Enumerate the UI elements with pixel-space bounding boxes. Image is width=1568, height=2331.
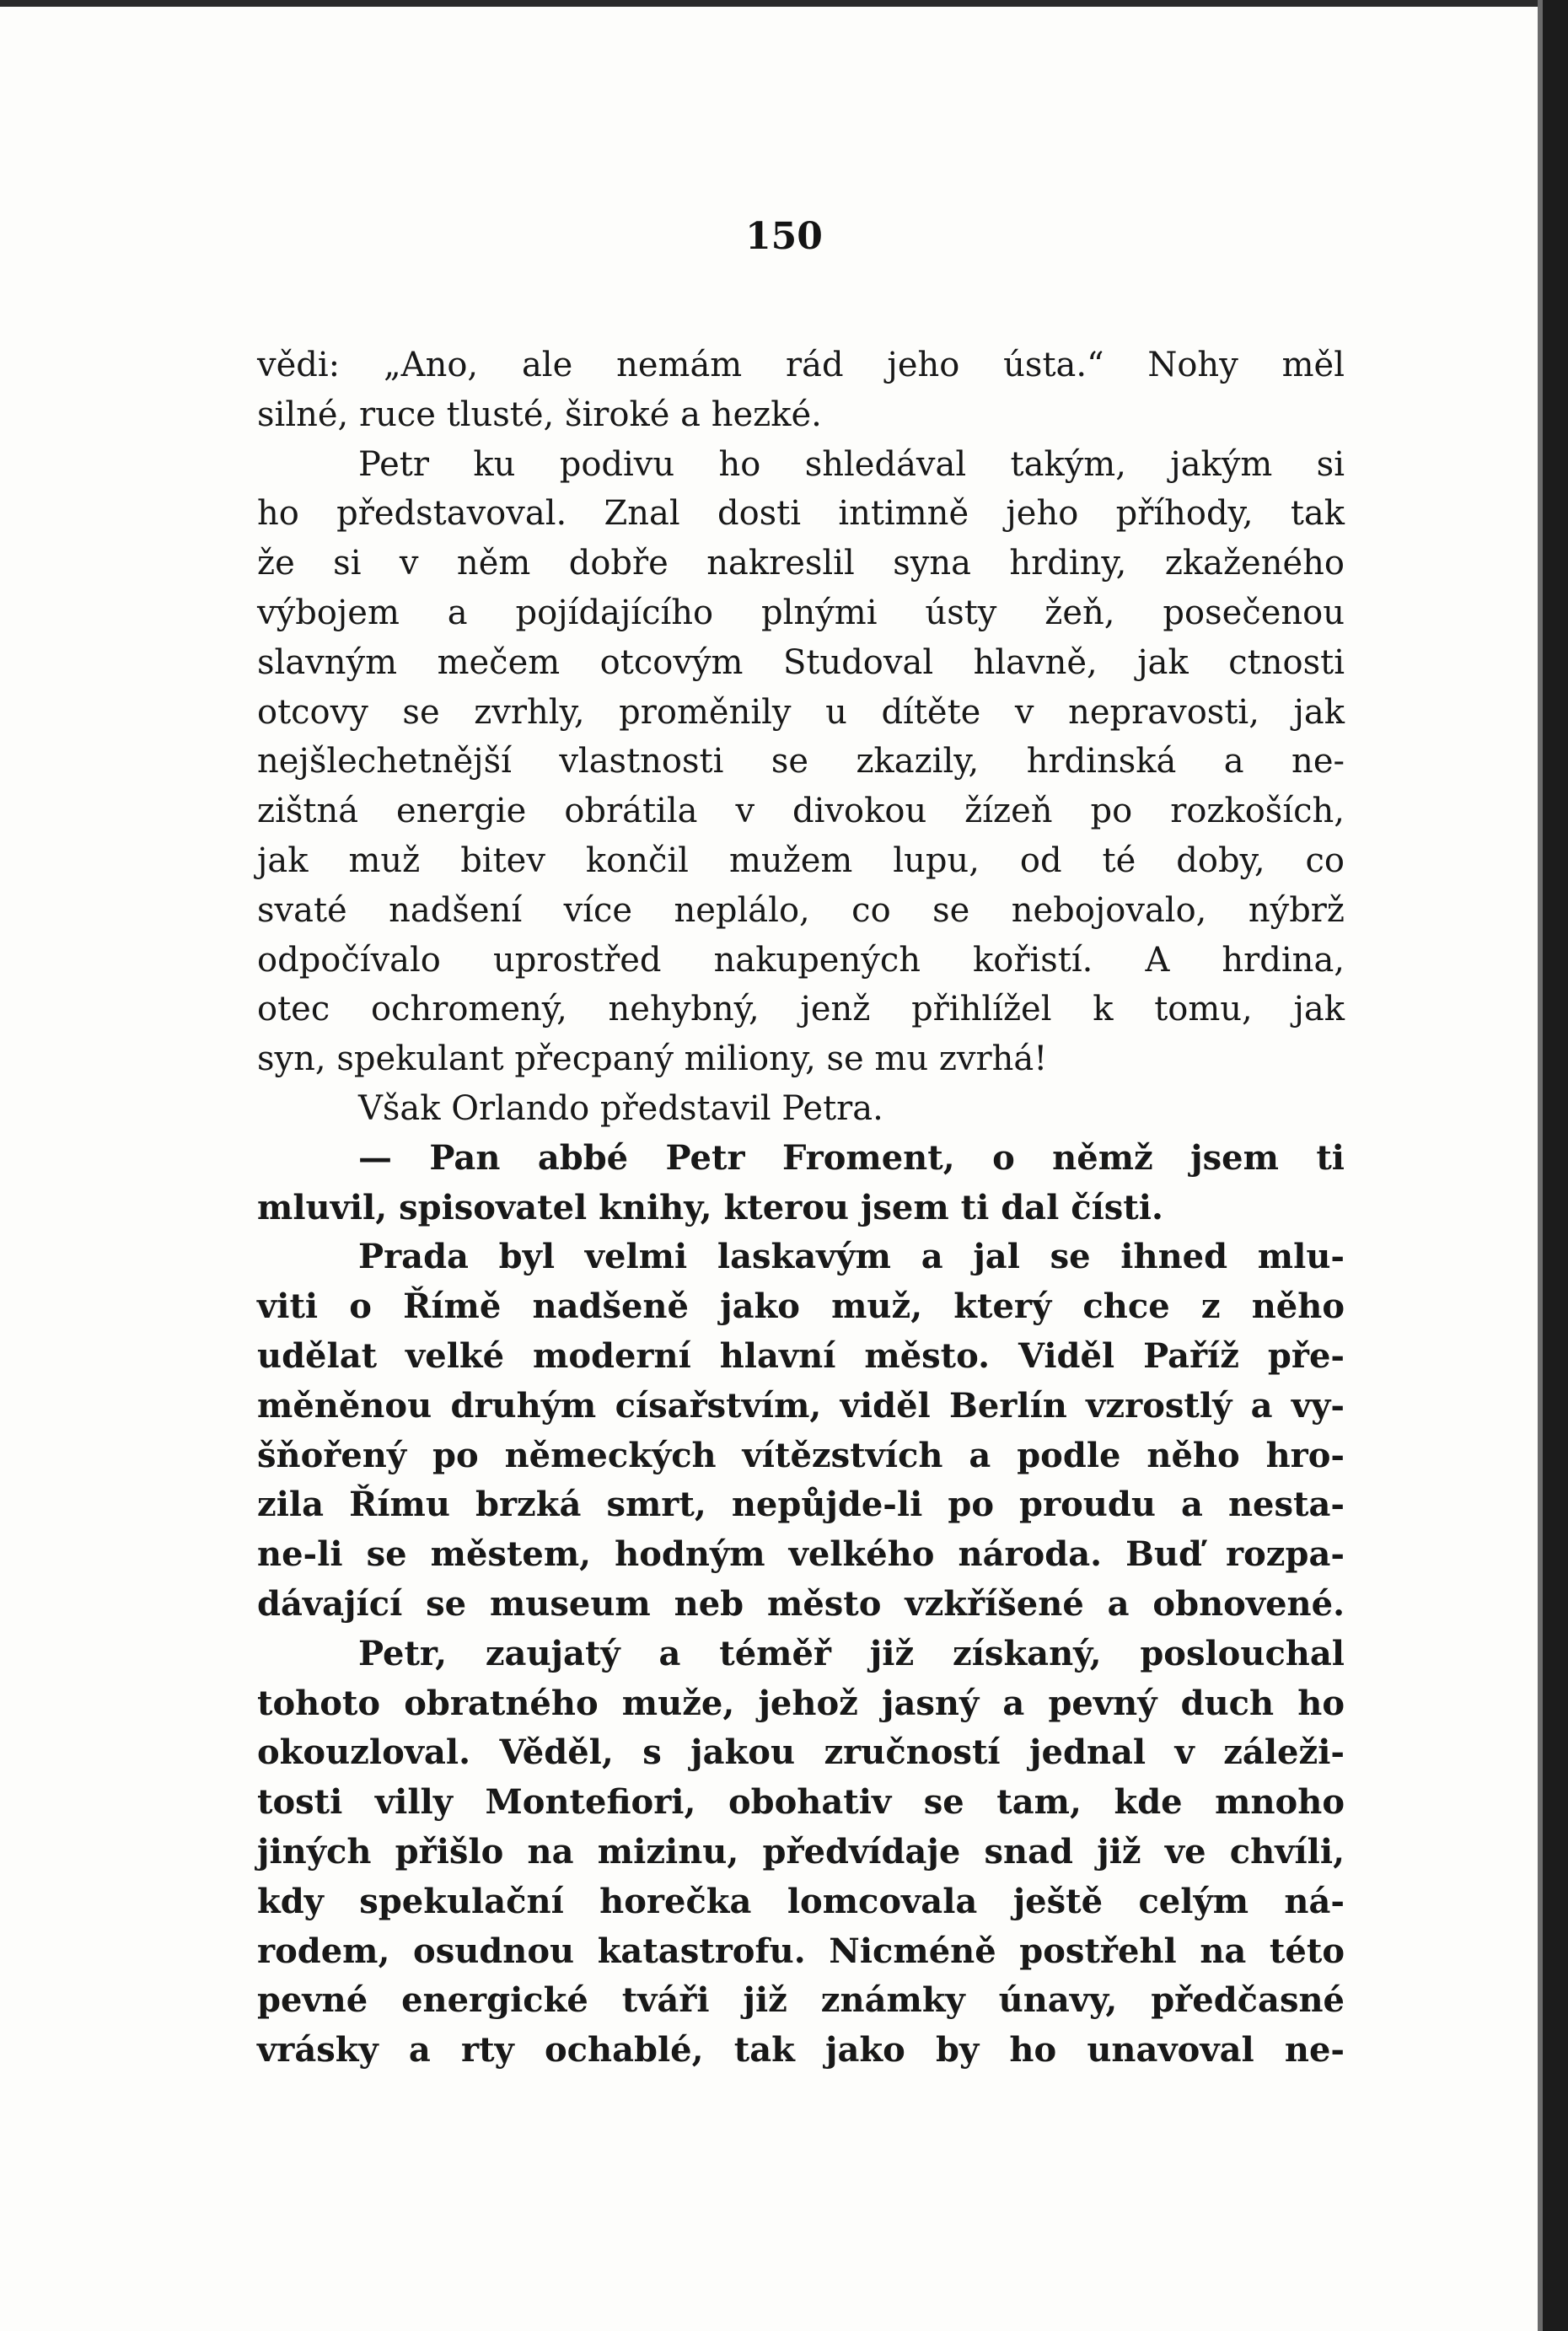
- text-line: viti o Římě nadšeně jako muž, který chce z něho: [257, 1286, 1345, 1327]
- text-line: mluvil, spisovatel knihy, kterou jsem ti dal čísti.: [257, 1187, 1163, 1227]
- text-line: šňořený po německých vítězstvích a podle něho hro-: [257, 1435, 1345, 1475]
- text-line: Prada byl velmi laskavým a jal se ihned mlu-: [358, 1237, 1345, 1277]
- text-line: udělat velké moderní hlavní město. Viděl Paříž pře-: [257, 1335, 1345, 1376]
- text-line: Petr ku podivu ho shledával takým, jakým si: [358, 444, 1345, 484]
- text-line: zištná energie obrátila v divokou žízeň po rozkoších,: [257, 792, 1345, 831]
- text-line: nejšlechetnější vlastnosti se zkazily, hrdinská a ne-: [257, 742, 1345, 781]
- text-line: svaté nadšení více neplálo, co se nebojovalo, nýbrž: [257, 890, 1345, 930]
- text-line: ne-li se městem, hodným velkého národa. Buď rozpa-: [257, 1534, 1345, 1575]
- text-line: silné, ruce tlusté, široké a hezké.: [257, 395, 822, 434]
- text-line: zila Římu brzká smrt, nepůjde-li po proudu a nesta-: [257, 1485, 1345, 1525]
- text-line: otcovy se zvrhly, proměnily u dítěte v nepravosti, jak: [257, 692, 1345, 732]
- text-line: jak muž bitev končil mužem lupu, od té doby, co: [257, 841, 1345, 880]
- text-line: slavným mečem otcovým Studoval hlavně, jak ctnosti: [257, 642, 1345, 682]
- text-line: jiných přišlo na mizinu, předvídaje snad již ve chvíli,: [257, 1831, 1345, 1872]
- page-number: 150: [745, 215, 823, 258]
- text-line: syn, spekulant přecpaný miliony, se mu zvrhá!: [257, 1039, 1048, 1079]
- text-line: ho představoval. Znal dosti intimně jeho příhody, tak: [257, 494, 1345, 534]
- text-line: Petr, zaujatý a téměř již získaný, poslouchal: [358, 1633, 1345, 1673]
- text-line: okouzloval. Věděl, s jakou zručností jednal v záleži-: [257, 1732, 1345, 1773]
- text-line: tosti villy Montefiori, obohativ se tam, kde mnoho: [257, 1782, 1345, 1823]
- scan-top-edge: [0, 0, 1568, 7]
- text-line: kdy spekulační horečka lomcovala ještě celým ná-: [257, 1881, 1345, 1921]
- text-line: výbojem a pojídajícího plnými ústy žeň, posečenou: [257, 593, 1345, 632]
- scan-right-edge: [1543, 0, 1568, 2331]
- text-line: vědi: „Ano, ale nemám rád jeho ústa.“ Nohy měl: [257, 346, 1345, 384]
- text-line: dávající se museum neb město vzkříšené a obnovené.: [257, 1583, 1345, 1624]
- text-line: otec ochromený, nehybný, jenž přihlížel k tomu, jak: [257, 990, 1345, 1029]
- text-line: že si v něm dobře nakreslil syna hrdiny, zkaženého: [257, 544, 1345, 583]
- text-line: tohoto obratného muže, jehož jasný a pevný duch ho: [257, 1683, 1345, 1723]
- text-line: pevné energické tváři již známky únavy, předčasné: [257, 1980, 1345, 2021]
- text-line: — Pan abbé Petr Froment, o němž jsem ti: [358, 1137, 1345, 1178]
- text-line: rodem, osudnou katastrofu. Nicméně postřehl na této: [257, 1931, 1345, 1971]
- text-line: Však Orlando představil Petra.: [358, 1088, 883, 1128]
- text-line: odpočívalo uprostřed nakupených kořistí. A hrdina,: [257, 940, 1345, 980]
- body-text: [257, 341, 1345, 2076]
- text-line: vrásky a rty ochablé, tak jako by ho unavoval ne-: [257, 2030, 1345, 2071]
- text-line: měněnou druhým císařstvím, viděl Berlín vzrostlý a vy-: [257, 1385, 1345, 1426]
